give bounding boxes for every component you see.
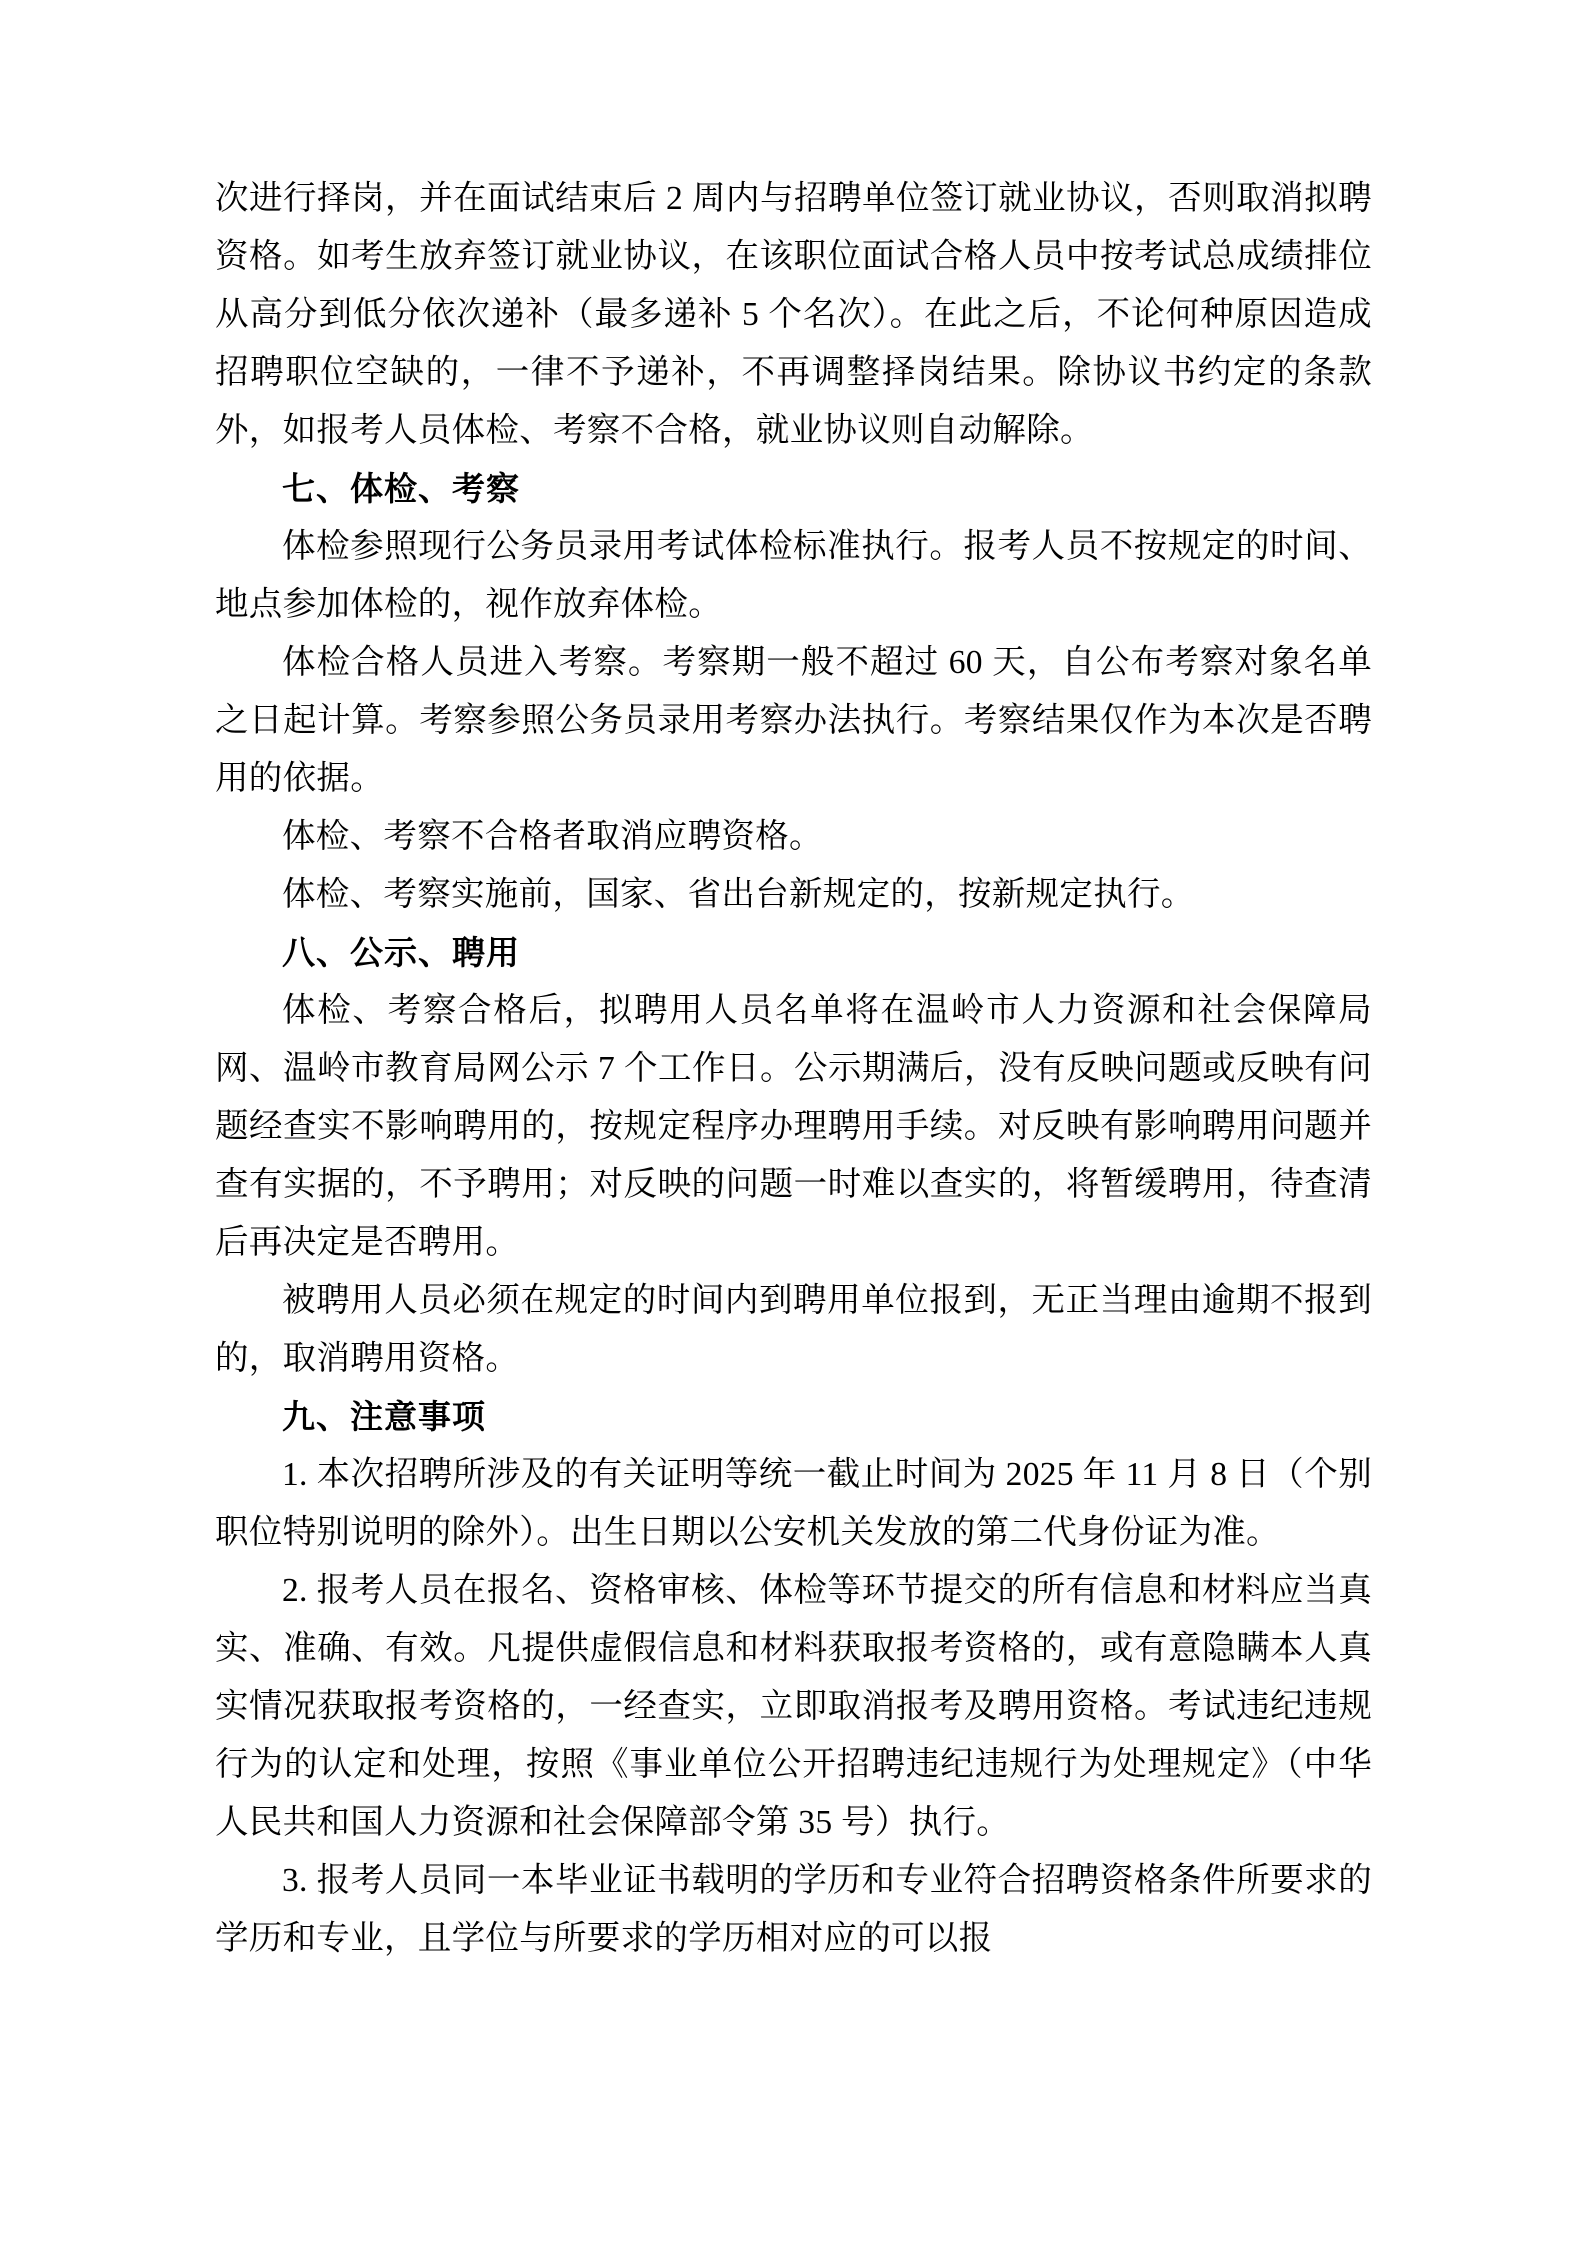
paragraph-note-1: 1. 本次招聘所涉及的有关证明等统一截止时间为 2025 年 11 月 8 日（个别职位特别说明的除外）。出生日期以公安机关发放的第二代身份证为准。 [215, 1456, 1372, 1551]
heading-physical-exam-investigation: 七、体检、考察 [282, 469, 520, 508]
paragraph-new-rules: 体检、考察实施前，国家、省出台新规定的，按新规定执行。 [282, 876, 1195, 913]
paragraph-investigation-period: 体检合格人员进入考察。考察期一般不超过 60 天，自公布考察对象名单之日起计算。考察参照公务员录用考察办法执行。考察结果仅作为本次是否聘用的依据。 [215, 644, 1372, 797]
heading-publicity-employment: 八、公示、聘用 [282, 933, 520, 972]
paragraph-note-3: 3. 报考人员同一本毕业证书载明的学历和专业符合招聘资格条件所要求的学历和专业，且学位与所要求的学历相对应的可以报 [215, 1862, 1372, 1957]
paragraph-report-duty: 被聘用人员必须在规定的时间内到聘用单位报到，无正当理由逾期不报到的，取消聘用资格。 [215, 1282, 1372, 1377]
paragraph-unqualified-cancel: 体检、考察不合格者取消应聘资格。 [282, 818, 823, 855]
paragraph-job-selection-continued: 次进行择岗，并在面试结束后 2 周内与招聘单位签订就业协议，否则取消拟聘资格。如考生放弃签订就业协议，在该职位面试合格人员中按考试总成绩排位从高分到低分依次递补（最多递补 5 个名次）。在此之后，不论何种原因造成招聘职位空缺的，一律不予递补，不再调整择岗结果。除协议书约定的条款外，如报考人员体检、考察不合格，就业协议则自动解除。 [215, 180, 1372, 449]
paragraph-publicity-process: 体检、考察合格后，拟聘用人员名单将在温岭市人力资源和社会保障局网、温岭市教育局网公示 7 个工作日。公示期满后，没有反映问题或反映有问题经查实不影响聘用的，按规定程序办理聘用手续。对反映有影响聘用问题并查有实据的，不予聘用；对反映的问题一时难以查实的，将暂缓聘用，待查清后再决定是否聘用。 [215, 992, 1372, 1261]
heading-notes: 九、注意事项 [282, 1397, 486, 1436]
document-body [215, 170, 1372, 1968]
paragraph-note-2: 2. 报考人员在报名、资格审核、体检等环节提交的所有信息和材料应当真实、准确、有效。凡提供虚假信息和材料获取报考资格的，或有意隐瞒本人真实情况获取报考资格的，一经查实，立即取消报考及聘用资格。考试违纪违规行为的认定和处理，按照《事业单位公开招聘违纪违规行为处理规定》（中华人民共和国人力资源和社会保障部令第 35 号）执行。 [215, 1572, 1372, 1841]
paragraph-exam-standard: 体检参照现行公务员录用考试体检标准执行。报考人员不按规定的时间、地点参加体检的，视作放弃体检。 [215, 528, 1372, 623]
